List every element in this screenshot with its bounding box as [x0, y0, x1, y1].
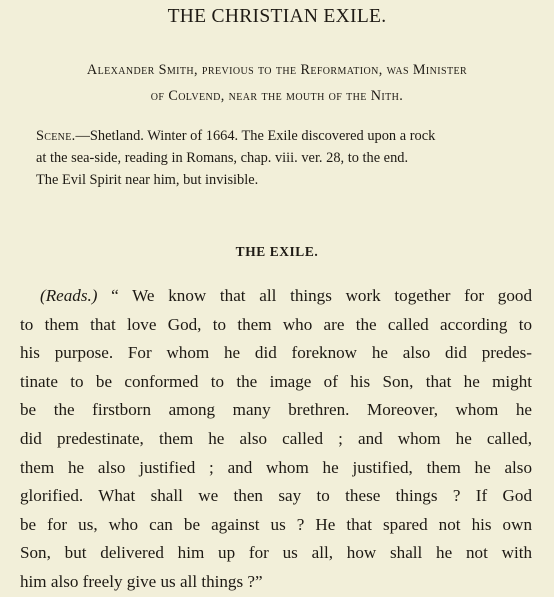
speech-line-9: be for us, who can be against us ? He that spared not his own [20, 514, 532, 534]
speech-line-11: him also freely give us all things ?” [20, 571, 263, 591]
page-title: THE CHRISTIAN EXILE. [167, 6, 387, 27]
speech-line-8: glorified. What shall we then say to these things ? If God [20, 486, 532, 506]
subtitle-line-2: of Colvend, near the mouth of the Nith. [150, 88, 404, 104]
subtitle [20, 57, 534, 109]
speech-line-7: them he also justified ; and whom he justified, them he also [20, 457, 532, 477]
scene-line-2: at the sea-side, reading in Romans, chap. viii. ver. 28, to the end. [36, 150, 409, 166]
speech-line-1 [20, 282, 532, 311]
scene-description [20, 125, 536, 191]
scene-line-3: The Evil Spirit near him, but invisible. [36, 172, 259, 188]
scene-text-1: —Shetland. Winter of 1664. The Exile discovered upon a rock [75, 128, 436, 144]
stage-direction: (Reads.) [40, 286, 98, 305]
speech-line-5: be the firstborn among many brethren. Moreover, whom he [20, 400, 532, 420]
scene-line-1 [36, 125, 536, 147]
speech-line-6: did predestinate, them he also called ; and whom he called, [20, 428, 532, 448]
subtitle-line-1: Alexander Smith, previous to the Reformation, was Minister [86, 62, 468, 78]
speech-line-3: his purpose. For whom he did foreknow he also did predes- [20, 343, 532, 363]
speech-line-1-text: “ We know that all things work together for good [111, 286, 532, 305]
speech-line-4: tinate to be conformed to the image of his Son, that he might [20, 371, 532, 391]
speech-line-10: Son, but delivered him up for us all, how shall he not with [20, 543, 532, 563]
speaker-heading: THE EXILE. [235, 244, 319, 259]
speech-line-2: to them that love God, to them who are the called according to [20, 314, 532, 334]
speech-text [20, 282, 532, 597]
scene-label: Scene. [36, 128, 76, 144]
